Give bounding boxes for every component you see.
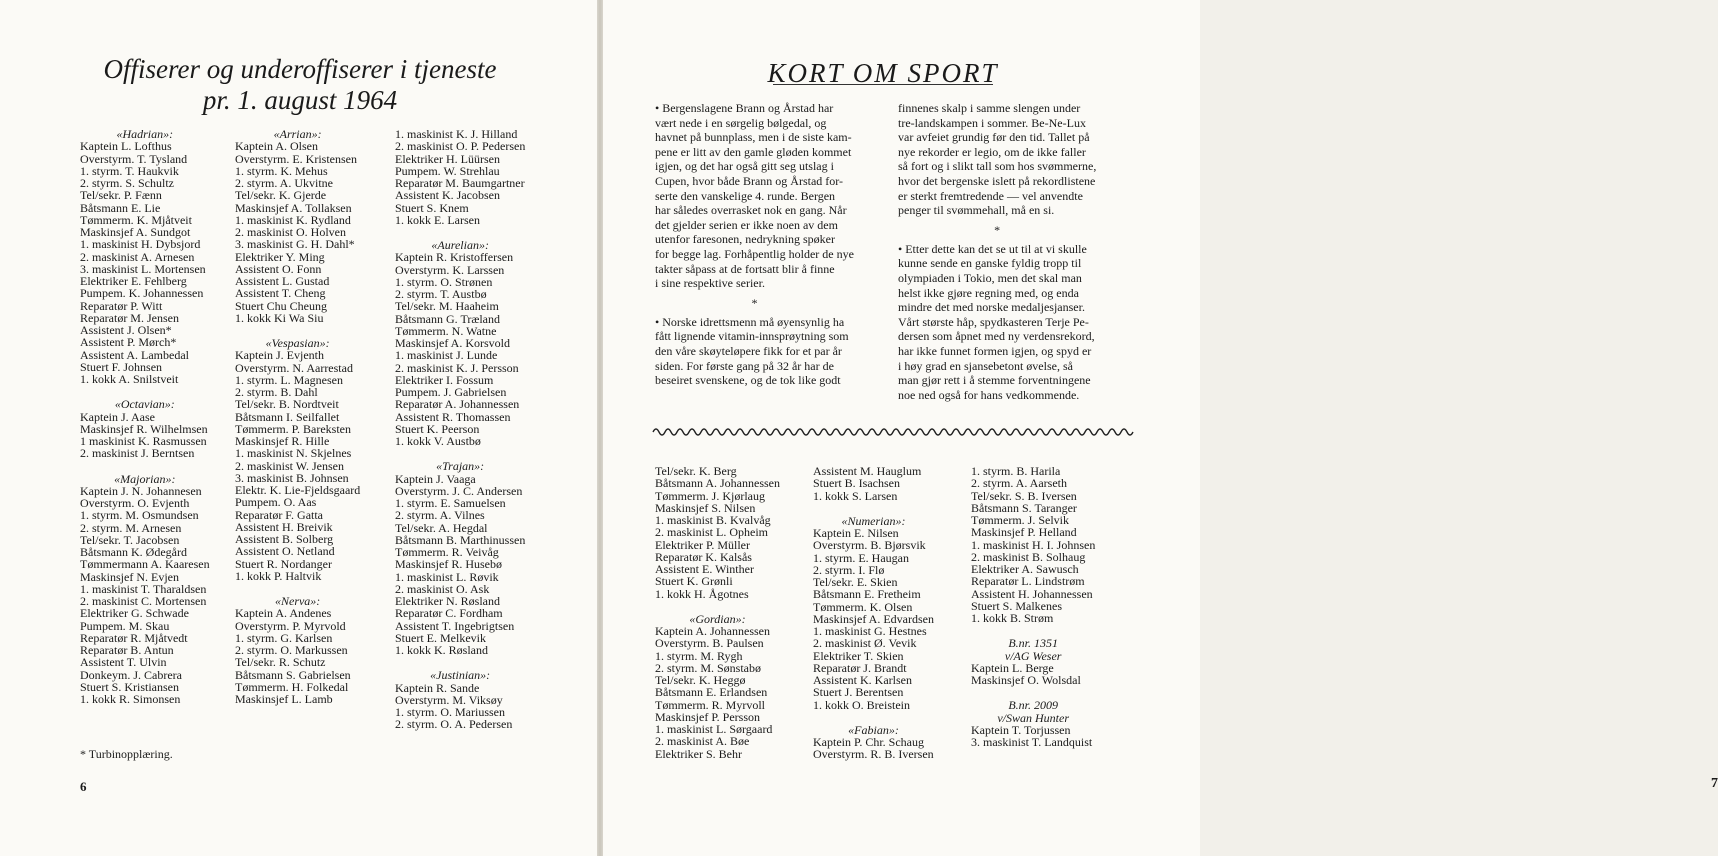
text-line: nye rekorder er legio, om de ikke faller bbox=[898, 144, 1086, 159]
text-line: tre-landskampen i sommer. Be-Ne-Lux bbox=[898, 115, 1086, 130]
text-line: Maskinsjef P. Persson bbox=[655, 709, 761, 724]
text-line: Assistent H. Breivik bbox=[235, 519, 333, 534]
text-line: 2. styrm. O. A. Pedersen bbox=[395, 717, 513, 732]
text-line: Tel/sekr. R. Schutz bbox=[235, 655, 326, 670]
text-line: 1. maskinist B. Kvalvåg bbox=[655, 513, 771, 527]
text-line: Tel/sekr. P. Fænn bbox=[80, 188, 162, 203]
text-line: 1. maskinist G. Hestnes bbox=[813, 624, 927, 638]
title-line-2: pr. 1. august 1964 bbox=[202, 85, 398, 115]
page-title bbox=[60, 54, 540, 116]
text-line: Reparatør M. Jensen bbox=[80, 310, 179, 325]
section-title: KORT OM SPORT bbox=[767, 58, 999, 88]
text-line: 3. maskinist T. Landquist bbox=[971, 735, 1093, 749]
text-line: • Bergenslagene Brann og Årstad har bbox=[655, 101, 834, 115]
text-line: Kaptein J. N. Johannesen bbox=[80, 483, 202, 498]
text-line: 1. kokk S. Larsen bbox=[813, 488, 898, 503]
text-line: Tømmerm. R. Myrvoll bbox=[655, 697, 765, 712]
text-line: Tømmerm. J. Kjørlaug bbox=[655, 488, 765, 503]
text-line: Tømmerm. K. Olsen bbox=[813, 599, 913, 614]
text-line: Assistent T. Ulvin bbox=[80, 655, 167, 670]
text-line: har således overrasket nok en gang. Når bbox=[655, 203, 847, 218]
text-line: 1. styrm. E. Samuelsen bbox=[395, 496, 506, 510]
text-line: olympiaden i Tokio, men det skal man bbox=[898, 270, 1082, 285]
text-line: Båtsmann K. Ødegård bbox=[80, 545, 187, 559]
text-line: Overstyrm. K. Larssen bbox=[395, 262, 505, 277]
text-line: Tel/sekr. T. Jacobsen bbox=[80, 532, 180, 547]
text-line: 1. kokk E. Larsen bbox=[395, 212, 480, 227]
article-column-1 bbox=[655, 101, 854, 388]
text-line: Båtsmann A. Johannessen bbox=[655, 476, 780, 491]
ship-heading: «Hadrian»: bbox=[116, 127, 174, 141]
text-line: Elektriker S. Behr bbox=[655, 746, 742, 761]
ship-heading: «Trajan»: bbox=[436, 459, 485, 474]
text-line: Elektriker A. Sawusch bbox=[971, 562, 1079, 576]
text-line: Maskinsjef L. Lamb bbox=[235, 692, 333, 706]
text-line: Tel/sekr. S. B. Iversen bbox=[971, 488, 1077, 503]
text-line: i høy grad en sjansebetont øvelse, så bbox=[898, 358, 1073, 373]
text-line: noe ned også for hans vedkommende. bbox=[898, 387, 1080, 402]
text-line: Assistent K. Karlsen bbox=[813, 673, 912, 687]
text-line: Reparatør R. Mjåtvedt bbox=[80, 630, 188, 645]
text-line: Maskinsjef A. Sundgot bbox=[80, 225, 191, 239]
text-line: 2. maskinist B. Solhaug bbox=[971, 549, 1086, 564]
text-line: finnenes skalp i samme slengen under bbox=[898, 101, 1081, 115]
text-line: pene er litt av den gamle gløden kommet bbox=[655, 144, 852, 159]
text-line: man gjør rett i å stemme forventningene bbox=[898, 373, 1091, 388]
text-line: Maskinsjef P. Helland bbox=[971, 525, 1077, 540]
text-line: Tel/sekr. K. Heggø bbox=[655, 673, 746, 687]
text-line: Donkeym. J. Cabrera bbox=[80, 667, 182, 682]
text-line: Tel/sekr. A. Hegdal bbox=[395, 520, 488, 535]
text-line: Kaptein L. Berge bbox=[971, 660, 1054, 675]
text-line: Assistent A. Lambedal bbox=[80, 347, 189, 362]
text-line: 2. styrm. M. Sønstabø bbox=[655, 660, 762, 675]
text-line: Elektriker Y. Ming bbox=[235, 249, 325, 264]
text-line: Reparatør B. Antun bbox=[80, 643, 174, 657]
text-line: Maskinsjef A. Edvardsen bbox=[813, 611, 934, 626]
text-line: 2. maskinist A. Bøe bbox=[655, 734, 750, 749]
text-line: så fort og i slikt tall som hos svømmerne, bbox=[898, 159, 1097, 174]
text-line: Stuert S. Malkenes bbox=[971, 598, 1062, 613]
text-line: Stuert E. Melkevik bbox=[395, 630, 486, 645]
text-line: Overstyrm. E. Kristensen bbox=[235, 151, 357, 166]
text-line: Elektriker E. Fehlberg bbox=[80, 274, 187, 288]
text-line: dersen som åpnet med ny verdensrekord, bbox=[898, 329, 1095, 344]
text-line: Stuert B. Isachsen bbox=[813, 476, 900, 491]
text-line: Assistent E. Winther bbox=[655, 562, 754, 576]
ship-heading: v/AG Weser bbox=[1004, 648, 1062, 663]
text-line: Assistent B. Solberg bbox=[235, 532, 334, 546]
text-line: Maskinsjef R. Hille bbox=[235, 434, 330, 448]
text-line: Stuert R. Nordanger bbox=[235, 556, 332, 571]
text-line: Tømmerm. J. Selvik bbox=[971, 513, 1069, 527]
ship-heading: «Justinian»: bbox=[430, 668, 491, 683]
text-line: 2. maskinist Ø. Vevik bbox=[813, 636, 917, 651]
text-line: 1. styrm. K. Mehus bbox=[235, 163, 328, 178]
text-line: Assistent T. Cheng bbox=[235, 286, 326, 301]
text-line: Maskinsjef R. Wilhelmsen bbox=[80, 421, 208, 436]
text-line: Båtsmann E. Erlandsen bbox=[655, 685, 768, 700]
text-line: 1. kokk V. Austbø bbox=[395, 434, 481, 448]
text-line: Pumpem. W. Strehlau bbox=[395, 163, 500, 178]
ship-heading: «Arrian»: bbox=[273, 127, 322, 141]
crew-column-1 bbox=[80, 128, 210, 705]
ship-heading: «Vespasian»: bbox=[265, 336, 330, 350]
text-line: Reparatør M. Baumgartner bbox=[395, 176, 525, 190]
text-line: 2. styrm. B. Dahl bbox=[235, 385, 318, 399]
text-line: Kaptein J. Vaaga bbox=[395, 471, 476, 486]
text-line: det gjelder serien er ikke noen av dem bbox=[655, 217, 838, 232]
text-line: • Etter dette kan det se ut til at vi skulle bbox=[898, 241, 1087, 256]
footnote: * Turbinopplæring. bbox=[80, 747, 173, 761]
title-line-1: Offiserer og underoffiserer i tjeneste bbox=[103, 54, 497, 84]
text-line: Stuert S. Knem bbox=[395, 200, 469, 215]
text-line: Båtsmann B. Marthinussen bbox=[395, 532, 526, 547]
text-line: 1. maskinist K. Rydland bbox=[235, 212, 351, 227]
text-line: Tømmerm. P. Bareksten bbox=[235, 421, 351, 436]
text-line: 1. maskinist J. Lunde bbox=[395, 348, 498, 363]
text-line: Overstyrm. B. Paulsen bbox=[655, 636, 764, 651]
text-line: 2. styrm. A. Ukvitne bbox=[235, 176, 333, 190]
text-line: 1. maskinist H. Dybsjord bbox=[80, 237, 201, 252]
ship-heading: «Gordian»: bbox=[689, 611, 746, 626]
text-line: Kaptein J. Evjenth bbox=[235, 348, 324, 363]
text-line: Assistent O. Netland bbox=[235, 544, 335, 559]
text-line: Båtsmann G. Træland bbox=[395, 311, 501, 326]
text-line: Overstyrm. N. Aarrestad bbox=[235, 360, 353, 375]
text-line: 1. styrm. G. Karlsen bbox=[235, 630, 333, 645]
text-line: Elektriker G. Schwade bbox=[80, 606, 189, 621]
text-line: 1. maskinist L. Røvik bbox=[395, 569, 499, 584]
right-page bbox=[603, 0, 1718, 856]
crew-column-4 bbox=[655, 465, 780, 760]
page-number: 7 bbox=[1711, 776, 1718, 791]
text-line: 1. maskinist L. Sørgaard bbox=[655, 722, 773, 736]
text-line: 1. kokk B. Strøm bbox=[971, 611, 1054, 625]
text-line: 2. maskinist O. Ask bbox=[395, 581, 490, 596]
text-line: 1. kokk P. Haltvik bbox=[235, 568, 322, 583]
text-line: 1. kokk A. Snilstveit bbox=[80, 372, 179, 386]
separator-star: * bbox=[994, 222, 1001, 237]
text-line: er sterkt fremtredende — vel anvendte bbox=[898, 188, 1083, 203]
text-line: Tel/sekr. E. Skien bbox=[813, 575, 898, 589]
text-line: i sine respektive serier. bbox=[655, 276, 765, 291]
text-line: Båtsmann E. Fretheim bbox=[813, 587, 921, 602]
text-line: 2. styrm. O. Markussen bbox=[235, 643, 348, 657]
text-line: 2. styrm. M. Arnesen bbox=[80, 520, 182, 535]
text-line: Overstyrm. J. C. Andersen bbox=[395, 483, 523, 498]
text-line: kunne sende en ganske fyldig tropp til bbox=[898, 256, 1082, 271]
text-line: for begge lag. Forhåpentlig holder de nye bbox=[655, 246, 854, 261]
text-line: 1. maskinist K. J. Hilland bbox=[395, 127, 518, 141]
text-line: havnet på bunnplass, men i de siste kam- bbox=[655, 130, 852, 145]
text-line: Reparatør L. Lindstrøm bbox=[971, 574, 1085, 589]
text-line: har ikke funnet formen igjen, og spyd er bbox=[898, 343, 1092, 358]
text-line: Maskinsjef N. Evjen bbox=[80, 569, 179, 584]
text-line: Overstyrm. O. Evjenth bbox=[80, 496, 190, 510]
text-line: Assistent K. Jacobsen bbox=[395, 188, 500, 203]
wavy-divider bbox=[653, 425, 1123, 439]
text-line: 1. kokk R. Simonsen bbox=[80, 692, 181, 706]
text-line: serte den vanskelige 4. runde. Bergen bbox=[655, 188, 836, 203]
ship-heading: «Fabian»: bbox=[848, 722, 899, 737]
ship-heading: «Aurelian»: bbox=[431, 238, 489, 252]
text-line: Stuert J. Berentsen bbox=[813, 685, 904, 700]
text-line: Kaptein T. Torjussen bbox=[971, 722, 1071, 737]
text-line: 3. maskinist L. Mortensen bbox=[80, 261, 206, 276]
text-line: Elektriker P. Müller bbox=[655, 537, 750, 552]
text-line: Elektriker H. Lüürsen bbox=[395, 151, 500, 166]
text-line: 2. maskinist K. J. Persson bbox=[395, 360, 519, 375]
text-line: Stuert K. Grønli bbox=[655, 574, 733, 589]
ship-heading: B.nr. 2009 bbox=[1008, 698, 1058, 713]
text-line: 1. kokk H. Ågotnes bbox=[655, 586, 749, 601]
text-line: mindre det med norske medaljesjanser. bbox=[898, 300, 1085, 315]
text-line: Overstyrm. R. B. Iversen bbox=[813, 747, 934, 762]
text-line: 2. maskinist W. Jensen bbox=[235, 458, 345, 473]
text-line: Assistent R. Thomassen bbox=[395, 409, 511, 424]
text-line: beseiret svenskene, og de tok like godt bbox=[655, 373, 841, 388]
text-line: Tel/sekr. M. Haaheim bbox=[395, 299, 499, 314]
text-line: Maskinsjef R. Husebø bbox=[395, 557, 502, 572]
text-line: 1. styrm. T. Haukvik bbox=[80, 163, 179, 178]
text-line: Assistent L. Gustad bbox=[235, 274, 330, 288]
text-line: 2. styrm. T. Austbø bbox=[395, 287, 487, 301]
text-line: Elektriker T. Skien bbox=[813, 648, 904, 663]
text-line: Reparatør K. Kalsås bbox=[655, 549, 752, 564]
text-line: 1. maskinist H. I. Johnsen bbox=[971, 537, 1096, 552]
text-line: Reparatør P. Witt bbox=[80, 298, 163, 313]
text-line: helst ikke gjøre regning med, og enda bbox=[898, 285, 1079, 300]
text-line: Maskinsjef S. Nilsen bbox=[655, 500, 756, 515]
text-line: Elektriker N. Røsland bbox=[395, 594, 500, 608]
text-line: Pumpem. K. Johannessen bbox=[80, 286, 204, 301]
crew-column-5 bbox=[813, 465, 934, 761]
text-line: Kaptein R. Sande bbox=[395, 680, 480, 695]
ship-heading: v/Swan Hunter bbox=[997, 710, 1069, 725]
text-line: 2. maskinist J. Berntsen bbox=[80, 446, 195, 461]
text-line: 2. maskinist C. Mortensen bbox=[80, 594, 207, 608]
text-line: Stuert K. Peerson bbox=[395, 421, 480, 436]
text-line: 3. maskinist G. H. Dahl* bbox=[235, 237, 355, 252]
text-line: 1. styrm. E. Haugan bbox=[813, 550, 909, 565]
text-line: Maskinsjef A. Tollaksen bbox=[235, 200, 352, 215]
text-line: Overstyrm. T. Tysland bbox=[80, 151, 188, 166]
text-line: Kaptein A. Olsen bbox=[235, 139, 318, 154]
text-line: Tel/sekr. B. Nordtveit bbox=[235, 397, 339, 412]
text-line: Assistent M. Hauglum bbox=[813, 464, 922, 478]
text-line: Reparatør J. Brandt bbox=[813, 660, 907, 675]
text-line: 1. maskinist N. Skjelnes bbox=[235, 446, 352, 461]
text-line: Kaptein A. Johannessen bbox=[655, 624, 770, 638]
article-column-2 bbox=[898, 101, 1096, 402]
text-line: Reparatør A. Johannessen bbox=[395, 397, 520, 412]
spacer bbox=[813, 502, 934, 515]
spacer bbox=[655, 600, 780, 613]
text-line: Tømmerm. K. Mjåtveit bbox=[80, 212, 192, 227]
text-line: Stuert F. Johnsen bbox=[80, 359, 163, 374]
text-line: 2. styrm. S. Schultz bbox=[80, 176, 175, 190]
text-line: Pumpem. J. Gabrielsen bbox=[395, 385, 507, 399]
text-line: Kaptein L. Lofthus bbox=[80, 139, 172, 154]
text-line: Elektr. K. Lie-Fjeldsgaard bbox=[235, 483, 361, 497]
text-line: utenfor faresonen, nedrykning spøker bbox=[655, 232, 835, 247]
text-line: 2. maskinist O. P. Pedersen bbox=[395, 139, 526, 154]
text-line: 2. maskinist A. Arnesen bbox=[80, 249, 195, 264]
text-line: Elektriker I. Fossum bbox=[395, 372, 494, 387]
text-line: 2. styrm. I. Flø bbox=[813, 562, 885, 577]
text-line: Stuert S. Kristiansen bbox=[80, 679, 179, 694]
text-line: Overstyrm. M. Viksøy bbox=[395, 692, 503, 707]
separator-star: * bbox=[751, 295, 758, 310]
spacer bbox=[813, 711, 934, 724]
text-line: vært nede i en sørgelig bølgedal, og bbox=[655, 115, 827, 130]
text-line: 1. styrm. M. Rygh bbox=[655, 648, 743, 663]
text-line: 2. styrm. A. Aarseth bbox=[971, 476, 1067, 491]
text-line: siden. For første gang på 32 år har de bbox=[655, 358, 834, 373]
text-line: 1. kokk Ki Wa Siu bbox=[235, 310, 324, 325]
text-line: fått lignende vitamin-innsprøytning som bbox=[655, 329, 849, 344]
text-line: 1 maskinist K. Rasmussen bbox=[80, 434, 207, 448]
text-line: Vårt største håp, spydkasteren Terje Pe- bbox=[898, 314, 1089, 329]
text-line: Kaptein J. Aase bbox=[80, 409, 155, 424]
text-line: 2. maskinist O. Holven bbox=[235, 225, 346, 239]
text-line: Assistent O. Fonn bbox=[235, 261, 322, 276]
text-line: Reparatør F. Gatta bbox=[235, 507, 324, 522]
spacer bbox=[80, 460, 210, 473]
text-line: takter såpass at de fortsatt blir å finne bbox=[655, 261, 835, 276]
text-line: Maskinsjef O. Wolsdal bbox=[971, 673, 1081, 687]
text-line: Tel/sekr. K. Berg bbox=[655, 464, 737, 478]
text-line: 1. maskinist T. Tharaldsen bbox=[80, 581, 207, 596]
text-line: penger til svømmehall, må en si. bbox=[898, 203, 1055, 218]
text-line: 1. styrm. O. Mariussen bbox=[395, 705, 505, 719]
text-line: Assistent H. Johannessen bbox=[971, 586, 1093, 601]
text-line: Stuert Chu Cheung bbox=[235, 298, 327, 313]
text-line: 2. styrm. A. Vilnes bbox=[395, 508, 485, 523]
text-line: Tømmermann A. Kaaresen bbox=[80, 557, 210, 572]
ship-heading: «Majorian»: bbox=[114, 471, 176, 486]
text-line: Tømmerm. R. Veivåg bbox=[395, 545, 499, 559]
left-page bbox=[0, 0, 597, 856]
text-line: den våre skøyteløpere fikk for et par år bbox=[655, 343, 842, 358]
ship-heading: B.nr. 1351 bbox=[1008, 636, 1058, 651]
text-line: 1. styrm. M. Osmundsen bbox=[80, 508, 199, 523]
page-number: 6 bbox=[80, 779, 87, 794]
text-line: 1. styrm. O. Strønen bbox=[395, 274, 493, 289]
ship-heading: «Numerian»: bbox=[841, 513, 906, 528]
text-line: Tømmerm. N. Watne bbox=[395, 323, 497, 338]
text-line: Båtsmann E. Lie bbox=[80, 200, 161, 215]
text-line: Båtsmann S. Taranger bbox=[971, 500, 1077, 515]
text-line: Båtsmann I. Seilfallet bbox=[235, 409, 340, 424]
text-line: Overstyrm. P. Myrvold bbox=[235, 618, 346, 633]
ship-heading: «Nerva»: bbox=[274, 594, 321, 608]
title-underline bbox=[773, 84, 993, 85]
crew-column-2 bbox=[235, 128, 360, 705]
text-line: hvor det bergenske islett på rekordlistene bbox=[898, 173, 1096, 188]
text-line: Maskinsjef A. Korsvold bbox=[395, 336, 510, 350]
text-line: var avfeiet grundig før den tid. Tallet på bbox=[898, 130, 1090, 145]
crew-column-6 bbox=[971, 465, 1095, 748]
crew-column-3 bbox=[395, 128, 525, 731]
text-line: Reparatør C. Fordham bbox=[395, 606, 503, 621]
text-line: Overstyrm. B. Bjørsvik bbox=[813, 538, 926, 553]
text-line: Assistent T. Ingebrigtsen bbox=[395, 618, 515, 633]
text-line: 1. styrm. B. Harila bbox=[971, 464, 1061, 478]
text-line: Pumpem. M. Skau bbox=[80, 618, 170, 633]
text-line: Kaptein P. Chr. Schaug bbox=[813, 735, 924, 749]
text-line: Assistent J. Olsen* bbox=[80, 323, 172, 337]
text-line: 1. kokk K. Røsland bbox=[395, 643, 488, 657]
text-line: Båtsmann S. Gabrielsen bbox=[235, 667, 351, 682]
text-line: Assistent P. Mørch* bbox=[80, 335, 177, 350]
text-line: Kaptein A. Andenes bbox=[235, 606, 332, 621]
text-line: Tel/sekr. K. Gjerde bbox=[235, 188, 327, 203]
text-line: • Norske idrettsmenn må øyensynlig ha bbox=[655, 314, 845, 329]
ship-heading: «Octavian»: bbox=[114, 397, 175, 412]
text-line: igjen, og det har også gitt seg utslag i bbox=[655, 159, 834, 174]
text-line: 3. maskinist B. Johnsen bbox=[235, 470, 349, 485]
text-line: 1. styrm. L. Magnesen bbox=[235, 372, 343, 387]
text-line: Pumpem. O. Aas bbox=[235, 495, 317, 510]
text-line: Tømmerm. H. Folkedal bbox=[235, 679, 349, 694]
text-line: Cupen, hvor både Brann og Årstad for- bbox=[655, 173, 844, 188]
text-line: 2. maskinist L. Opheim bbox=[655, 525, 768, 540]
text-line: 1. kokk O. Breistein bbox=[813, 697, 910, 712]
text-line: Kaptein E. Nilsen bbox=[813, 526, 899, 540]
text-line: Kaptein R. Kristoffersen bbox=[395, 250, 514, 265]
